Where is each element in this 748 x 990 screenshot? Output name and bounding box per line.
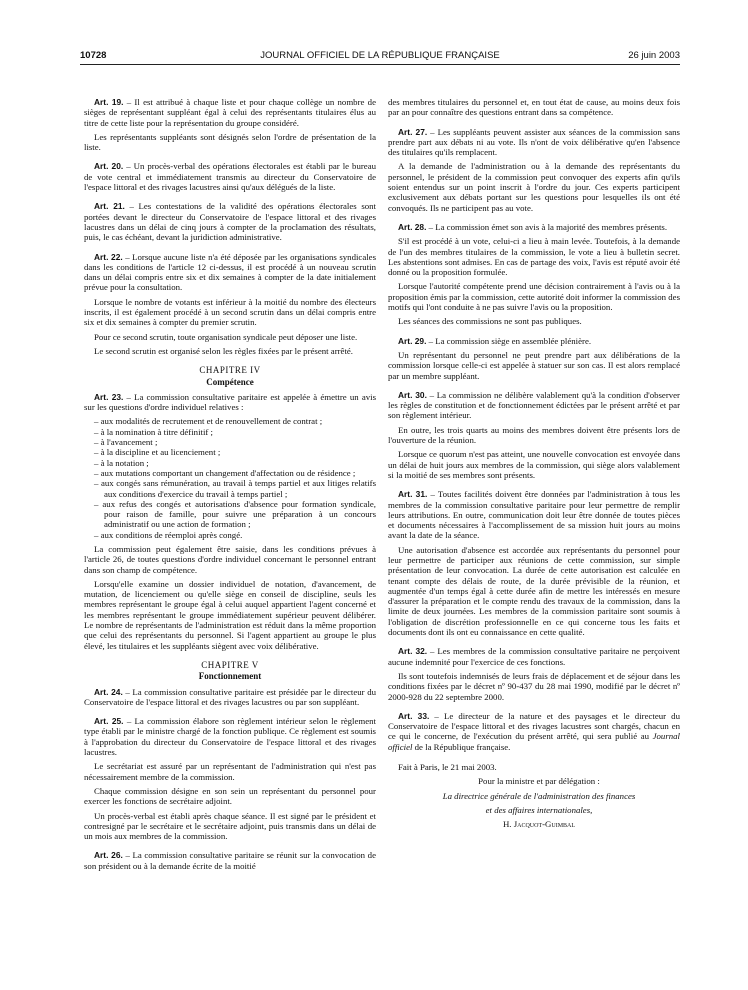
publication-date: 26 juin 2003 <box>628 50 680 61</box>
article-25: Art. 25. – La commission élabore son règlement intérieur selon le règlement type établi par le ministre chargé de la fonction publique. Ce règlement est soumis à l'approbation du directeur du Conservatoire de l'espace littoral et des rivages lacustres. <box>84 716 376 758</box>
article-29: Art. 29. – La commission siège en assemblée plénière. <box>398 335 592 346</box>
chapter-5-heading: CHAPITRE V <box>201 659 259 670</box>
article-26-continued: des membres titulaires du personnel et, en tout état de cause, au moins deux fois par an pour connaître des questions entrant dans sa compétence. <box>388 97 680 118</box>
right-column <box>388 97 680 834</box>
chapter-5-title: Fonctionnement <box>198 671 262 682</box>
signature-date: Fait à Paris, le 21 mai 2003. <box>398 762 497 773</box>
paragraph: La commission peut également être saisie, dans les conditions prévues à l'article 26, de toutes questions d'ordre individuel concernant le personnel entrant dans son champ de compétence. <box>84 543 376 575</box>
list-item: – aux congés sans rémunération, au travail à temps partiel et aux litiges relatifs aux conditions d'exercice du travail à temps partiel ; <box>94 478 376 499</box>
article-19: Art. 19. – Il est attribué à chaque liste et pour chaque collège un nombre de sièges de représentant suppléant égal à celui des représentants titulaires élus au titre de cette liste pour la représentation du groupe considéré. <box>84 97 376 128</box>
article-23: Art. 23. – La commission consultative paritaire est appelée à émettre un avis sur les questions d'ordre individuel relatives : <box>84 391 376 413</box>
paragraph: A la demande de l'administration ou à la demande des représentants du personnel, le président de la commission peut convoquer des experts afin qu'ils soient entendus sur un point inscrit à l'ordre du jour. Ces experts participent exclusivement aux débats portant sur les questions pour lesquelles ils ont été convoqués. Ils ne participent pas au vote. <box>388 161 680 213</box>
article-24: Art. 24. – La commission consultative paritaire est présidée par le directeur du Conservatoire de l'espace littoral et des rivages lacustres ou par son suppléant. <box>84 686 376 707</box>
list-item: – à l'avancement ; <box>94 437 376 447</box>
article-33: Art. 33. – Le directeur de la nature et des paysages et le directeur du Conservatoire de l'espace littoral et des rivages lacustres sont chargés, chacun en ce qui le concerne, de l'exécution du présent arrêté, qui sera publié au Journal officiel de la République française. <box>388 710 680 752</box>
article-22: Art. 22. – Lorsque aucune liste n'a été déposée par les organisations syndicales dans les conditions de l'article 12 ci-dessus, il est procédé à un nouveau scrutin dans un délai compris entre six et dix semaines à compter de la date initialement prévue pour la consultation. <box>84 251 376 293</box>
signature-title: et des affaires internationales, <box>485 804 593 815</box>
list-item: – aux conditions de réemploi après congé. <box>94 530 376 540</box>
page-header <box>80 50 680 65</box>
article-23-list <box>84 416 376 540</box>
paragraph: Un procès-verbal est établi après chaque séance. Il est signé par le président et contresigné par le secrétaire et le secrétaire adjoint, puis transmis dans un délai de un mois aux membres de la commission. <box>84 810 376 842</box>
paragraph: Chaque commission désigne en son sein un représentant du personnel pour exercer les fonctions de secrétaire adjoint. <box>84 785 376 807</box>
list-item: – aux refus des congés et autorisations d'absence pour formation syndicale, pour raison de famille, pour suivre une préparation à un concours administratif ou une action de formation ; <box>94 499 376 530</box>
article-32: Art. 32. – Les membres de la commission consultative paritaire ne perçoivent aucune indemnité pour l'exercice de ces fonctions. <box>388 646 680 667</box>
paragraph: Lorsque le nombre de votants est inférieur à la moitié du nombre des électeurs inscrits, il est également procédé à un second scrutin dans un délai compris entre six et dix semaines à compter du premier scrutin. <box>84 296 376 328</box>
list-item: – à la discipline et au licenciement ; <box>94 447 376 457</box>
article-30: Art. 30. – La commission ne délibère valablement qu'à la condition d'observer les règles de constitution et de fonctionnement édictées par le présent arrêté et par son règlement intérieur. <box>388 389 680 421</box>
article-31: Art. 31. – Toutes facilités doivent être données par l'administration à tous les membres de la commission consultative paritaire pour leur permettre de remplir leurs attributions. En outre, communication doit leur être donnée de toutes pièces et documents nécessaires à l'accomplissement de sa mission huit jours au moins avant la date de la séance. <box>388 489 680 541</box>
paragraph: S'il est procédé à un vote, celui-ci a lieu à main levée. Toutefois, à la demande de l'un des membres titulaires de la commission, le vote a lieu à bulletin secret. Les abstentions sont admises. En cas de partage des voix, l'avis est réputé avoir été donné ou la proposition formulée. <box>388 236 680 278</box>
paragraph: En outre, les trois quarts au moins des membres doivent être présents lors de l'ouverture de la réunion. <box>388 424 680 446</box>
left-column <box>84 97 376 875</box>
page-number: 10728 <box>80 50 107 61</box>
article-20: Art. 20. – Un procès-verbal des opérations électorales est établi par le bureau de vote central et immédiatement transmis au directeur du Conservatoire de l'espace littoral et des rivages lacustres ainsi qu'aux délégués de la liste. <box>84 161 376 193</box>
list-item: – aux modalités de recrutement et de renouvellement de contrat ; <box>94 416 376 426</box>
paragraph: Une autorisation d'absence est accordée aux représentants du personnel pour leur permettre de participer aux réunions de cette commission, sur simple présentation de leur convocation. La durée de cette autorisation est calculée en tenant compte des délais de route, de la durée prévisible de la réunion, et augmentée d'un temps égal à cette durée afin de mettre les intéressés en mesure d'assurer la préparation et le compte rendu des travaux de la commission, dans la limite de deux journées. Les membres de la commission paritaire sont soumis à l'obligation de discrétion professionnelle en ce qui concerne tous les faits et documents dont ils ont eu connaissance en cette qualité. <box>388 544 680 638</box>
paragraph: Un représentant du personnel ne peut prendre part aux délibérations de la commission lorsque celle-ci est appelée à statuer sur son cas. Il est alors remplacé par un membre suppléant. <box>388 349 680 381</box>
paragraph: Pour ce second scrutin, toute organisation syndicale peut déposer une liste. <box>94 331 358 342</box>
paragraph: Lorsque ce quorum n'est pas atteint, une nouvelle convocation est envoyée dans un délai de huit jours aux membres de la commission, qui siège alors valablement si la moitié de ses membres sont présents. <box>388 449 680 480</box>
list-item: – aux mutations comportant un changement d'affectation ou de résidence ; <box>94 468 376 478</box>
paragraph: Lorsqu'elle examine un dossier individuel de notation, d'avancement, de mutation, de licenciement ou qu'elle siège en conseil de discipline, seuls les membres représentant le groupe égal à celui auquel appartient l'agent concerné et les membres représentant le groupe immédiatement supérieur peuvent délibérer. Le nombre de représentants de l'administration est réduit dans la même proportion que celui des représentants du personnel. Si l'agent appartient au groupe le plus élevé, les titulaires et les suppléants siègent avec voix délibérative. <box>84 578 376 651</box>
signature-title: La directrice générale de l'administration des finances <box>442 790 636 801</box>
paragraph: Les représentants suppléants sont désignés selon l'ordre de présentation de la liste. <box>84 131 376 153</box>
list-item: – à la notation ; <box>94 458 376 468</box>
journal-title: JOURNAL OFFICIEL DE LA RÉPUBLIQUE FRANÇAISE <box>260 50 500 61</box>
paragraph: Ils sont toutefois indemnisés de leurs frais de déplacement et de séjour dans les conditions fixées par le décret nº 90-437 du 28 mai 1990, modifié par le décret nº 2000-928 du 22 septembre 2000. <box>388 670 680 702</box>
paragraph: Lorsque l'autorité compétente prend une décision contrairement à l'avis ou à la proposition émis par la commission, cette autorité doit informer la commission des motifs qui l'ont conduite à ne pas suivre l'avis ou la proposition. <box>388 281 680 313</box>
article-27: Art. 27. – Les suppléants peuvent assister aux séances de la commission sans prendre part aux débats ni au vote. Ils n'ont de voix délibérative qu'en l'absence des titulaires qu'ils remplacent. <box>388 126 680 158</box>
list-item: – à la nomination à titre définitif ; <box>94 427 376 437</box>
signature-line: Pour la ministre et par délégation : <box>478 776 600 787</box>
article-28: Art. 28. – La commission émet son avis à la majorité des membres présents. <box>398 221 668 232</box>
chapter-4-title: Compétence <box>206 376 254 387</box>
paragraph: Le second scrutin est organisé selon les règles fixées par le présent arrêté. <box>94 345 354 356</box>
paragraph: Les séances des commissions ne sont pas publiques. <box>398 316 582 327</box>
signatory-name: H. Jacquot-Guimbal <box>502 819 576 830</box>
paragraph: Le secrétariat est assuré par un représentant de l'administration qui n'est pas nécessairement membre de la commission. <box>84 761 376 782</box>
article-21: Art. 21. – Les contestations de la validité des opérations électorales sont portées devant le directeur du Conservatoire de l'espace littoral et des rivages lacustres dans un délai de cinq jours à compter de la proclamation des résultats, puis, le cas échéant, devant la juridiction administrative. <box>84 201 376 243</box>
chapter-4-heading: CHAPITRE IV <box>199 365 261 376</box>
article-26: Art. 26. – La commission consultative paritaire se réunit sur la convocation de son président ou à la demande écrite de la moitié <box>84 850 376 871</box>
